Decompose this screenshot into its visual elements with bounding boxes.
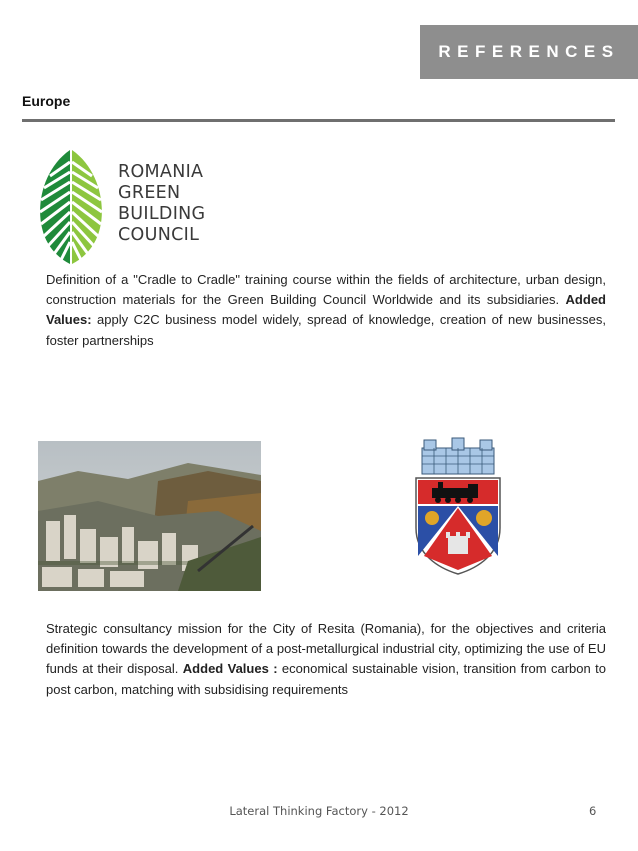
resita-coat-of-arms-icon — [412, 436, 504, 576]
reference-description-1 — [46, 270, 606, 351]
reference-text: Strategic consultancy mission for the City of Resita (Romania), for the objectives and criteria definition towards the development of a post-metallurgical industrial city, optimizing the use of EU funds at their disposal. — [46, 621, 606, 677]
reference-description-2 — [46, 619, 606, 700]
section-divider — [22, 119, 615, 122]
city-photo — [38, 441, 261, 591]
logo-line: ROMANIA — [118, 162, 204, 182]
reference-text: apply C2C business model widely, spread of knowledge, creation of new businesses, foster partnerships — [46, 312, 606, 348]
page-number: 6 — [589, 804, 597, 818]
logo-line: BUILDING — [118, 204, 206, 224]
added-values-label: Added Values : — [182, 661, 278, 677]
reference-text: economical sustainable vision, transition from carbon to post carbon, matching with subsidising requirements — [46, 661, 606, 697]
rgbc-logo — [36, 148, 216, 266]
reference-text: Definition of a "Cradle to Cradle" training course within the fields of architecture, urban design, construction materials for the Green Building Council Worldwide and its subsidiaries. — [46, 272, 606, 308]
references-tab: REFERENCES — [420, 25, 638, 79]
rgbc-logo-text — [118, 162, 205, 246]
footer-label: Lateral Thinking Factory - 2012 — [229, 804, 409, 818]
section-title: Europe — [22, 93, 71, 109]
leaf-logo-icon — [36, 148, 108, 266]
logo-line: GREEN — [118, 183, 181, 203]
logo-line: COUNCIL — [118, 225, 200, 245]
added-values-label: Added Values: — [46, 292, 606, 328]
